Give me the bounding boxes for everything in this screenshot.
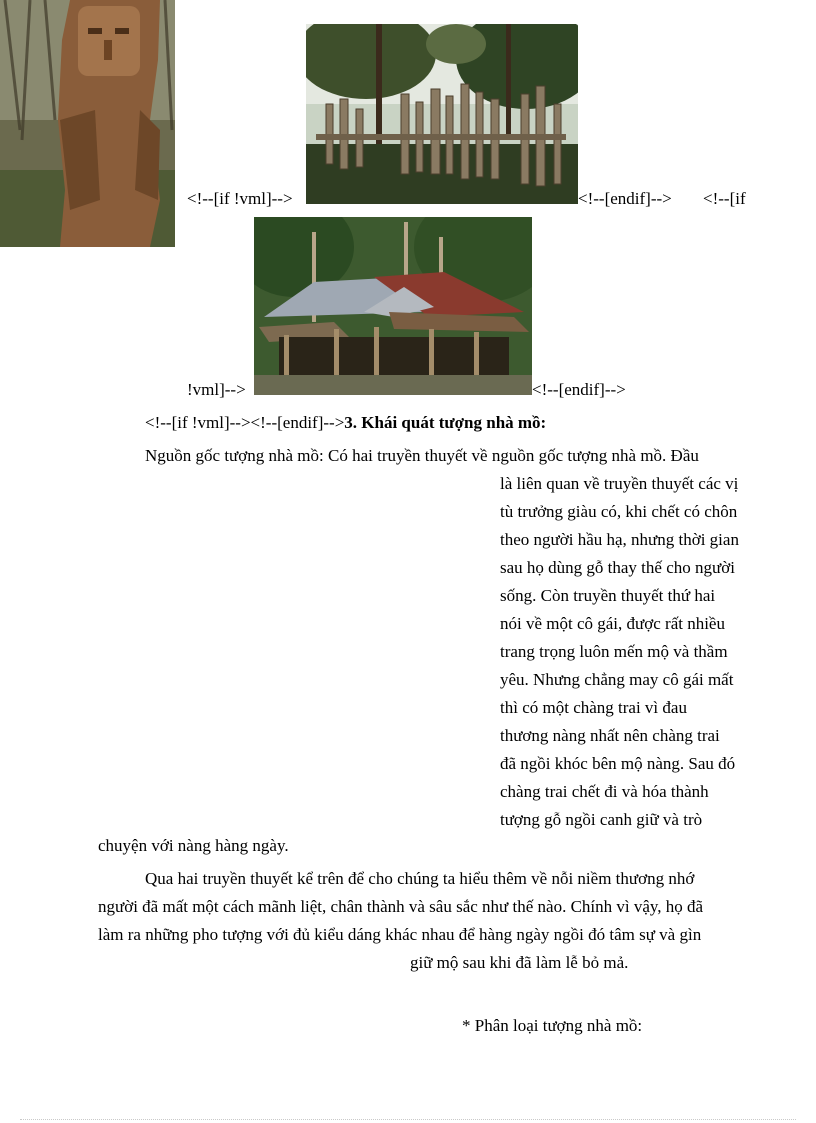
vml-marker-if: <!--[if !vml]-->	[187, 189, 293, 208]
paragraph2-line: làm ra những pho tượng với đủ kiểu dáng khác nhau để hàng ngày ngồi đó tâm sự và gìn	[98, 925, 702, 944]
paragraph1-line: đã ngồi khóc bên mộ nàng. Sau đó	[500, 754, 736, 773]
vml-marker-if-open: <!--[if	[703, 189, 746, 208]
section-heading: 3. Khái quát tượng nhà mồ:	[344, 413, 547, 432]
paragraph1-line: thì có một chàng trai vì đau	[500, 698, 687, 717]
grave-house-photo	[254, 217, 532, 395]
paragraph1-line: theo người hầu hạ, nhưng thời gian	[500, 530, 739, 549]
wooden-statue-photo	[0, 0, 175, 247]
vml-marker-pair: <!--[if !vml]--><!--[endif]-->	[145, 413, 345, 432]
paragraph1-lead: Nguồn gốc tượng nhà mồ: Có hai truyền thuyết về nguồn gốc tượng nhà mồ. Đầu	[145, 446, 699, 465]
heading-line	[145, 413, 546, 433]
paragraph2-line: Qua hai truyền thuyết kể trên để cho chúng ta hiểu thêm về nỗi niềm thương nhớ	[145, 869, 695, 888]
paragraph1-line: thương nàng nhất nên chàng trai	[500, 726, 720, 745]
paragraph1-tail: chuyện với nàng hàng ngày.	[98, 836, 289, 855]
paragraph2-line: giữ mộ sau khi đã làm lễ bỏ mả.	[410, 953, 629, 972]
classification-heading: * Phân loại tượng nhà mồ:	[462, 1016, 643, 1035]
paragraph1-line: nói về một cô gái, được rất nhiều	[500, 614, 725, 633]
paragraph1-line: là liên quan về truyền thuyết các vị	[500, 474, 739, 493]
paragraph2-line: người đã mất một cách mãnh liệt, chân thành và sâu sắc như thế nào. Chính vì vậy, họ đã	[98, 897, 704, 916]
grave-fence-photo	[306, 24, 578, 204]
paragraph1-line: sau họ dùng gỗ thay thế cho người	[500, 558, 735, 577]
page-bottom-rule	[20, 1119, 796, 1120]
paragraph1-line: tù trưởng giàu có, khi chết có chôn	[500, 502, 738, 521]
paragraph1-line: chàng trai chết đi và hóa thành	[500, 782, 709, 801]
paragraph1-line: yêu. Nhưng chẳng may cô gái mất	[500, 670, 734, 689]
paragraph1-line: sống. Còn truyền thuyết thứ hai	[500, 586, 716, 605]
vml-marker-endif: <!--[endif]-->	[578, 189, 672, 208]
vml-marker-close: !vml]-->	[187, 380, 246, 399]
paragraph1-line: trang trọng luôn mến mộ và thầm	[500, 642, 728, 661]
paragraph1-line: tượng gỗ ngồi canh giữ và trò	[500, 810, 703, 829]
vml-marker-endif-2: <!--[endif]-->	[532, 380, 626, 399]
